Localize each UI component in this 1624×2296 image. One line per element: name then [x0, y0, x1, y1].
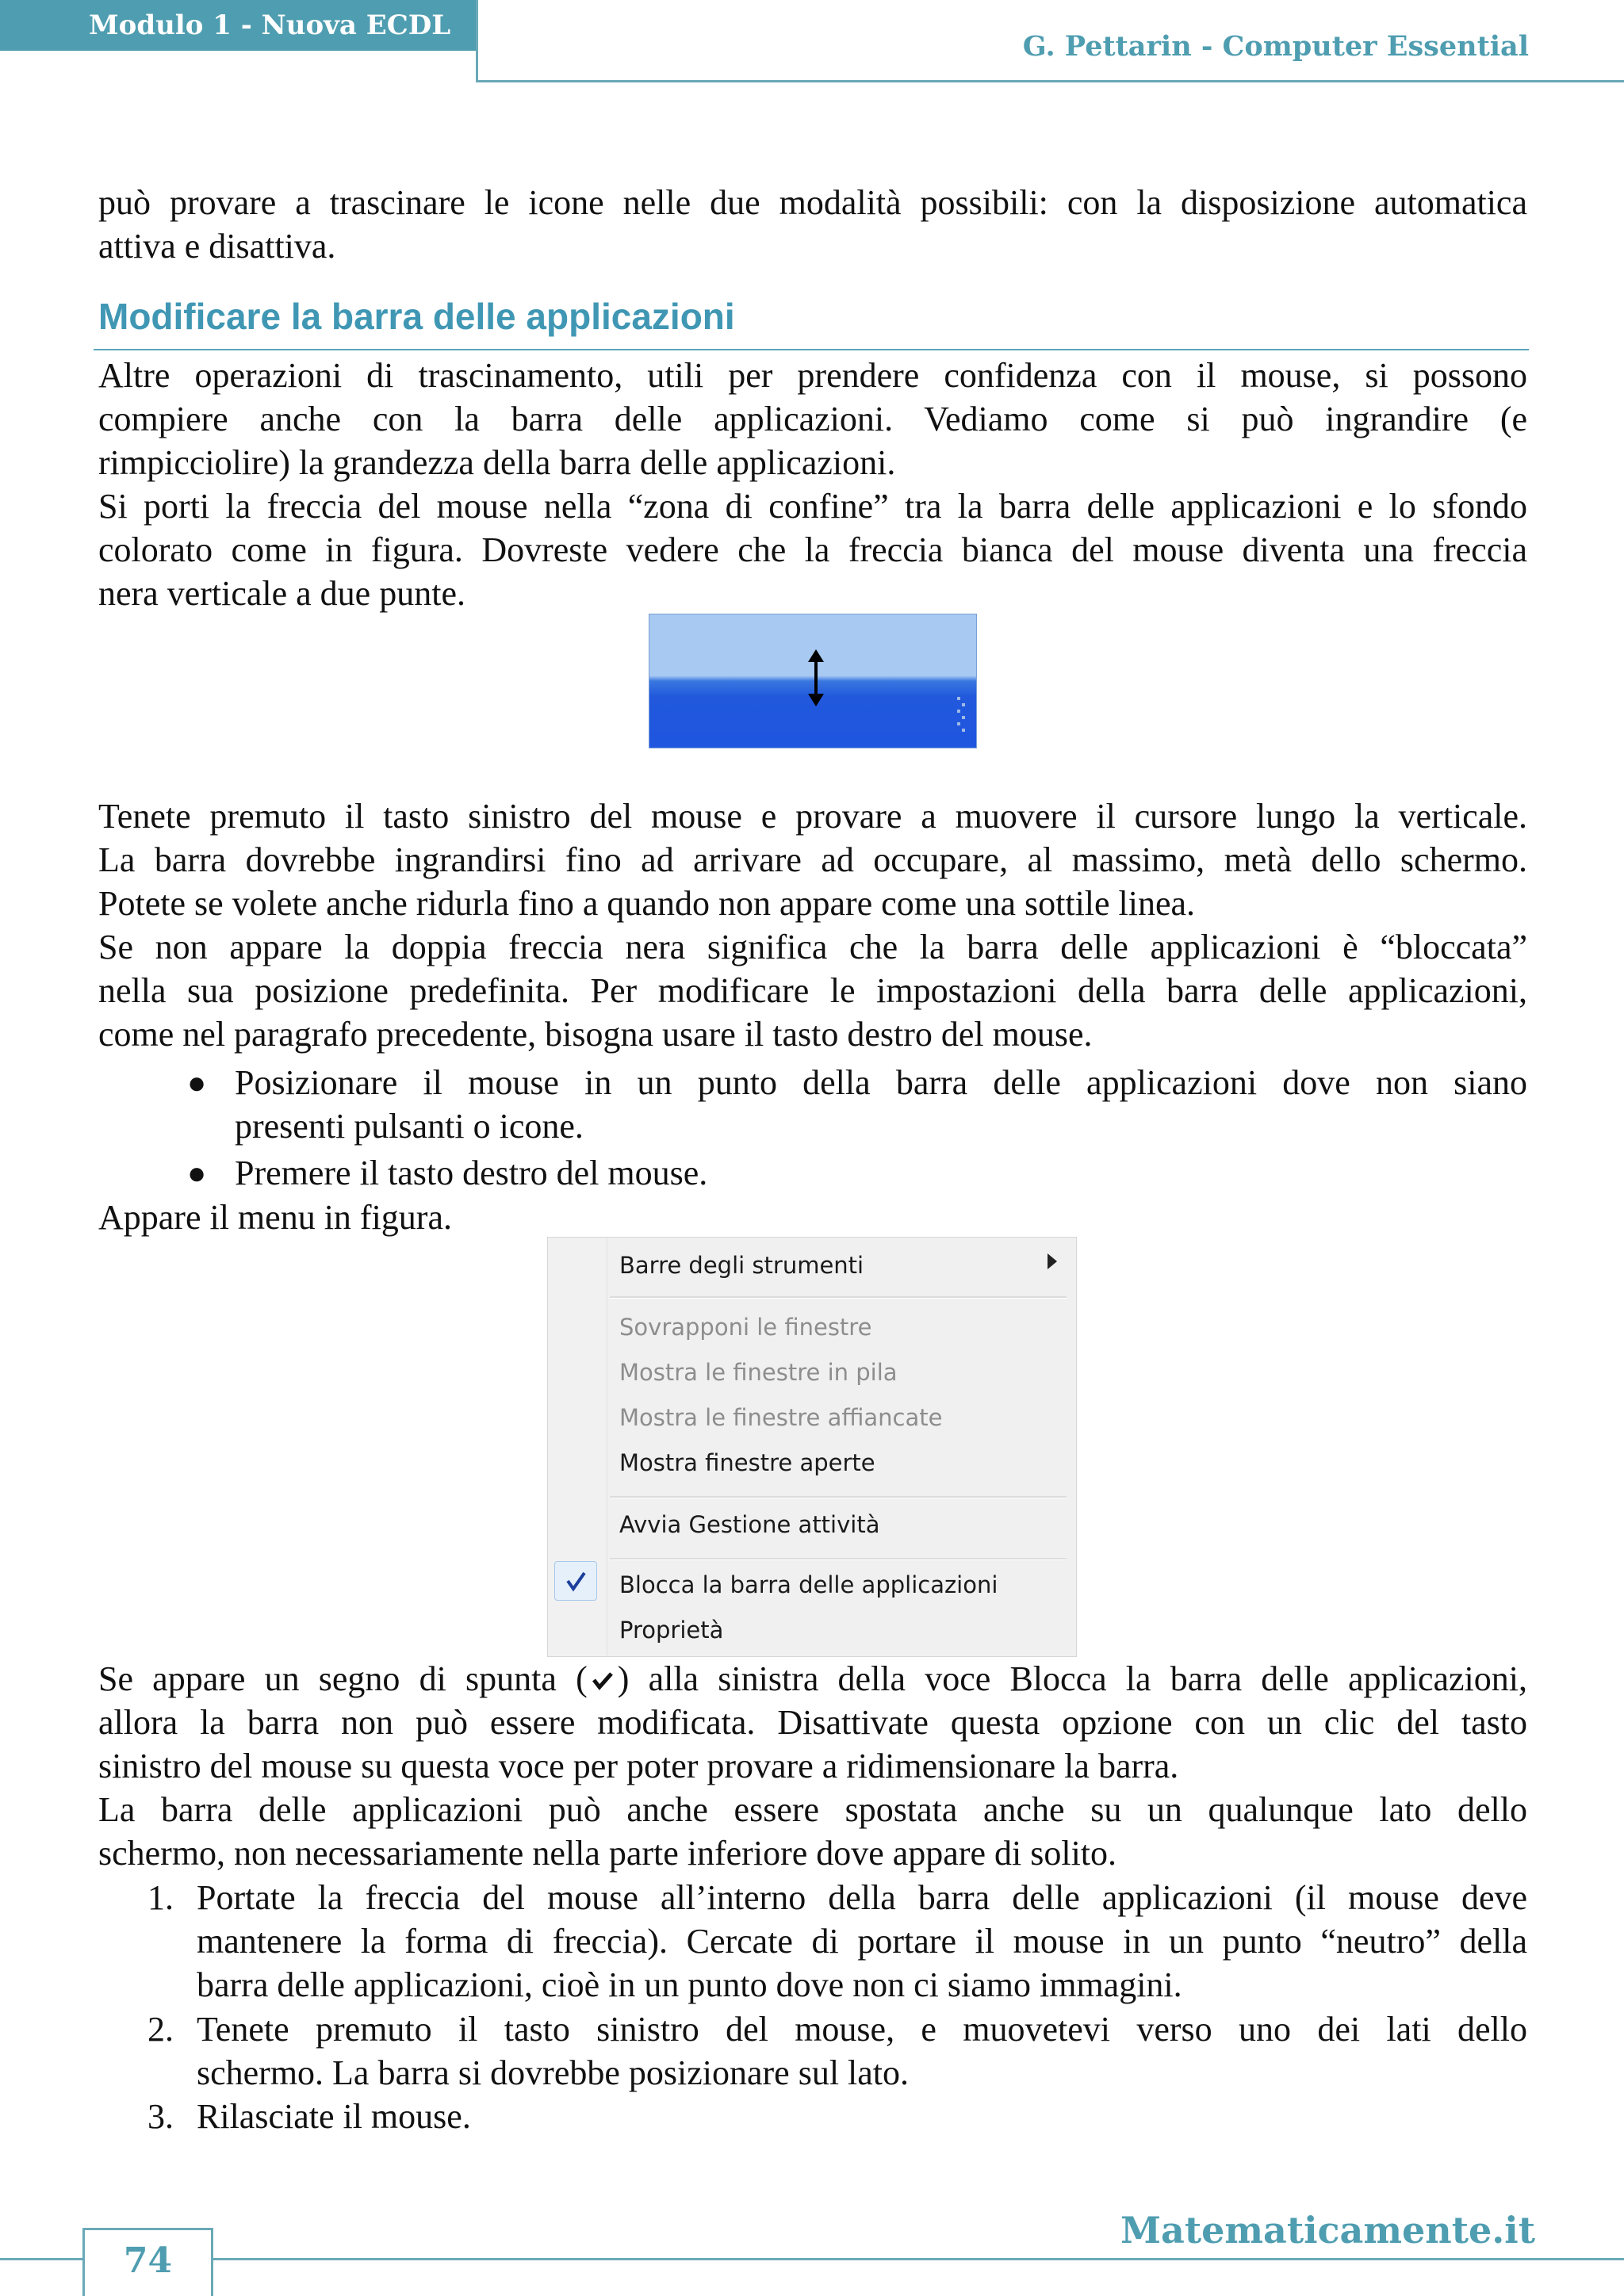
- text-line: Si porti la freccia del mouse nella “zona di confine” tra la barra delle applicazioni e lo sfondo: [98, 487, 1527, 526]
- text-line: Tenete premuto il tasto sinistro del mouse, e muovetevi verso uno dei lati dello: [197, 2010, 1527, 2049]
- menu-item-side-by-side[interactable]: Mostra le finestre affiancate: [619, 1404, 943, 1431]
- text-line: schermo, non necessariamente nella parte inferiore dove appare di solito.: [98, 1834, 1117, 1873]
- menu-item-task-manager[interactable]: Avvia Gestione attività: [619, 1511, 880, 1538]
- text-line: La barra delle applicazioni può anche essere spostata anche su un qualunque lato dello: [98, 1790, 1527, 1829]
- text-line: nella sua posizione predefinita. Per modificare le impostazioni della barra delle applicazioni,: [98, 971, 1527, 1010]
- text-line: Portate la freccia del mouse all’interno della barra delle applicazioni (il mouse deve: [197, 1878, 1527, 1917]
- checkmark-icon: [588, 1669, 618, 1693]
- header-rule-vertical: [476, 0, 478, 82]
- text-line: schermo. La barra si dovrebbe posizionare sul lato.: [197, 2053, 910, 2092]
- text-line: barra delle applicazioni, cioè in un punto dove non ci siamo immagini.: [197, 1965, 1182, 2004]
- text-line: compiere anche con la barra delle applicazioni. Vediamo come si può ingrandire (e: [98, 400, 1527, 438]
- step-number: 2.: [147, 2010, 174, 2049]
- menu-intro: [98, 1196, 1527, 1239]
- menu-separator: [610, 1558, 1067, 1560]
- text-segment: ) alla sinistra della voce Blocca la barra delle applicazioni,: [617, 1659, 1527, 1698]
- text-segment: Se appare un segno di spunta (: [98, 1659, 588, 1698]
- text-line: sinistro del mouse su questa voce per poter provare a ridimensionare la barra.: [98, 1747, 1179, 1785]
- header-module-tab: Modulo 1 - Nuova ECDL: [0, 0, 476, 51]
- menu-separator: [610, 1296, 1067, 1299]
- text-line: La barra dovrebbe ingrandirsi fino ad arrivare ad occupare, al massimo, metà dello schermo.: [98, 840, 1527, 879]
- text-line: allora la barra non può essere modificata. Disattivate questa opzione con un clic del tasto: [98, 1703, 1527, 1742]
- text-line: attiva e disattiva.: [98, 227, 336, 266]
- step-item: [197, 2007, 1527, 2095]
- text-line: Rilasciate il mouse.: [197, 2097, 471, 2136]
- text-line: presenti pulsanti o icone.: [235, 1107, 584, 1146]
- page-number: 74: [82, 2228, 213, 2296]
- footer-rule-right: [213, 2258, 1624, 2260]
- text-line: Potete se volete anche ridurla fino a quando non appare come una sottile linea.: [98, 884, 1196, 923]
- bullet-item: [235, 1151, 1527, 1195]
- menu-item-cascade[interactable]: Sovrapponi le finestre: [619, 1314, 872, 1341]
- step-item: [197, 1876, 1527, 2007]
- header-rule: [476, 80, 1624, 82]
- taskbar-context-menu: [547, 1237, 1077, 1657]
- text-line: come nel paragrafo precedente, bisogna usare il tasto destro del mouse.: [98, 1015, 1093, 1054]
- taskbar-resize-figure: [649, 614, 977, 748]
- header-author-title: G. Pettarin - Computer Essential: [1022, 30, 1529, 63]
- bullet-icon: ●: [187, 1155, 207, 1191]
- section-title: Modificare la barra delle applicazioni: [98, 296, 735, 337]
- menu-item-stack[interactable]: Mostra le finestre in pila: [619, 1359, 898, 1386]
- text-line: Altre operazioni di trascinamento, utili per prendere confidenza con il mouse, si possono: [98, 356, 1527, 395]
- resize-cursor-icon: [649, 614, 976, 748]
- text-line: Premere il tasto destro del mouse.: [235, 1154, 708, 1192]
- footer-site: Matematicamente.it: [1120, 2209, 1535, 2252]
- text-line: colorato come in figura. Dovreste vedere che la freccia bianca del mouse diventa una freccia: [98, 530, 1527, 569]
- menu-item-toolbars[interactable]: Barre degli strumenti: [619, 1252, 864, 1279]
- text-line: Appare il menu in figura.: [98, 1198, 452, 1237]
- text-line: Tenete premuto il tasto sinistro del mouse e provare a muovere il cursore lungo la verticale.: [98, 797, 1527, 836]
- checkmark-icon: [554, 1561, 597, 1601]
- paragraph-1: [98, 354, 1527, 615]
- bullet-icon: ●: [187, 1065, 207, 1100]
- step-number: 1.: [147, 1878, 174, 1917]
- text-line: [98, 1657, 1527, 1701]
- paragraph-2: [98, 794, 1527, 1056]
- bullet-item: [235, 1061, 1527, 1148]
- text-line: può provare a trascinare le icone nelle due modalità possibili: con la disposizione automatica: [98, 183, 1527, 222]
- section-rule: [94, 349, 1529, 350]
- intro-paragraph: [98, 181, 1527, 268]
- text-line: mantenere la forma di freccia). Cercate di portare il mouse in un punto “neutro” della: [197, 1922, 1527, 1961]
- step-item: [197, 2095, 1527, 2138]
- text-line: rimpicciolire) la grandezza della barra delle applicazioni.: [98, 443, 896, 482]
- menu-separator: [610, 1496, 1067, 1498]
- text-line: nera verticale a due punte.: [98, 574, 465, 613]
- text-line: Se non appare la doppia freccia nera significa che la barra delle applicazioni è “bloccata”: [98, 928, 1527, 966]
- menu-item-show-open-windows[interactable]: Mostra finestre aperte: [619, 1449, 875, 1476]
- menu-item-properties[interactable]: Proprietà: [619, 1617, 724, 1644]
- footer-rule-left: [0, 2258, 82, 2260]
- text-line: Posizionare il mouse in un punto della barra delle applicazioni dove non siano: [235, 1063, 1527, 1102]
- submenu-arrow-icon: [1048, 1253, 1057, 1269]
- menu-item-lock-taskbar[interactable]: Blocca la barra delle applicazioni: [619, 1571, 998, 1598]
- step-number: 3.: [147, 2097, 174, 2136]
- paragraph-3: [98, 1657, 1527, 1875]
